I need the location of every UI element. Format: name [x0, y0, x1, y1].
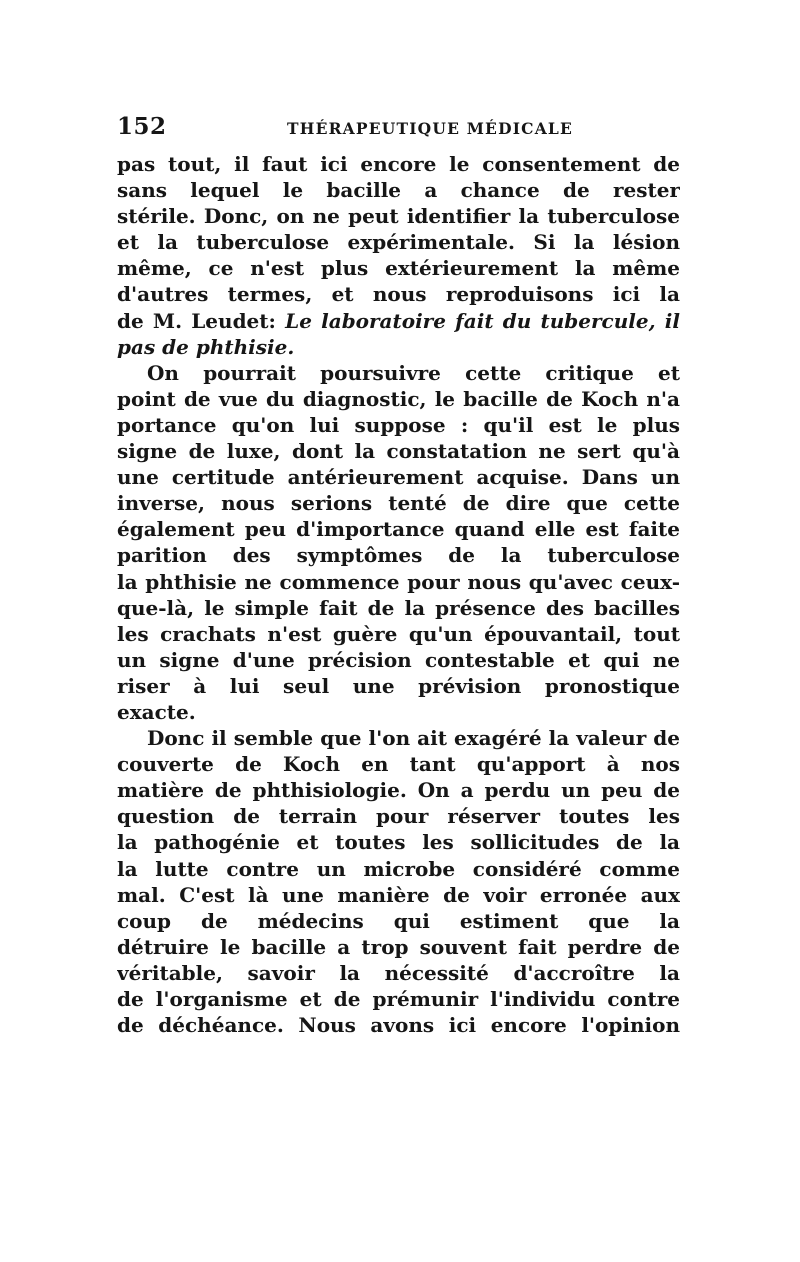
text-line: de l'organisme et de prémunir l'individu contre: [117, 987, 680, 1011]
text-line: même, ce n'est plus extérieurement la même: [117, 256, 680, 281]
body-text: [117, 151, 680, 1038]
quote-attribution: de M. Leudet:: [117, 308, 276, 333]
text-line: détruire le bacille a trop souvent fait perdre de: [117, 934, 680, 959]
text-line: sans lequel le bacille a chance de rester: [117, 178, 680, 203]
text-line: pas tout, il faut ici encore le consentement de: [117, 152, 680, 176]
text-line: et la tuberculose expérimentale. Si la lésion: [117, 230, 680, 255]
text-line: riser à lui seul une prévision pronostique: [117, 673, 680, 698]
quote-italic-end: pas de phthisie.: [117, 334, 295, 359]
text-line: la lutte contre un microbe considéré comme: [117, 856, 680, 881]
page-number: 152: [117, 113, 167, 140]
text-line: une certitude antérieurement acquise. Dans un: [117, 465, 680, 490]
text-line: coup de médecins qui estiment que la: [117, 908, 680, 933]
text-line-with-quote: [117, 308, 680, 334]
text-line: la pathogénie et toutes les sollicitudes de la: [117, 830, 680, 855]
text-line: matière de phthisiologie. On a perdu un peu de: [117, 778, 680, 803]
text-line: également peu d'importance quand elle est faite: [117, 517, 680, 542]
text-line: mal. C'est là une manière de voir erronée aux: [117, 882, 680, 907]
text-line: un signe d'une précision contestable et qui ne: [117, 647, 680, 672]
text-line: stérile. Donc, on ne peut identifier la tuberculose: [117, 204, 680, 229]
text-line: question de terrain pour réserver toutes les: [117, 804, 680, 829]
paragraph-end: exacte.: [117, 699, 196, 724]
text-line: que-là, le simple fait de la présence des bacilles: [117, 595, 680, 620]
running-title: THÉRAPEUTIQUE MÉDICALE: [287, 119, 574, 138]
text-line: portance qu'on lui suppose : qu'il est le plus: [117, 412, 680, 437]
text-line: point de vue du diagnostic, le bacille de Koch n'a: [117, 386, 680, 411]
text-line: de déchéance. Nous avons ici encore l'opinion: [117, 1013, 680, 1038]
text-line: inverse, nous serions tenté de dire que cette: [117, 491, 680, 516]
text-line: signe de luxe, dont la constatation ne sert qu'à: [117, 439, 680, 464]
paragraph-start: Donc il semble que l'on ait exagéré la valeur de: [147, 726, 680, 751]
text-line: d'autres termes, et nous reproduisons ici la: [117, 282, 680, 307]
text-line: couverte de Koch en tant qu'apport à nos: [117, 752, 680, 777]
text-line: la phthisie ne commence pour nous qu'avec ceux-: [117, 569, 680, 594]
text-line: parition des symptômes de la tuberculose: [117, 543, 680, 568]
quote-italic: Le laboratoire fait du tubercule, il: [285, 308, 680, 333]
paragraph-start: On pourrait poursuivre cette critique et: [147, 360, 680, 385]
text-line: véritable, savoir la nécessité d'accroître la: [117, 960, 680, 985]
page-header: [117, 113, 680, 143]
text-line: les crachats n'est guère qu'un épouvantail, tout: [117, 621, 680, 646]
